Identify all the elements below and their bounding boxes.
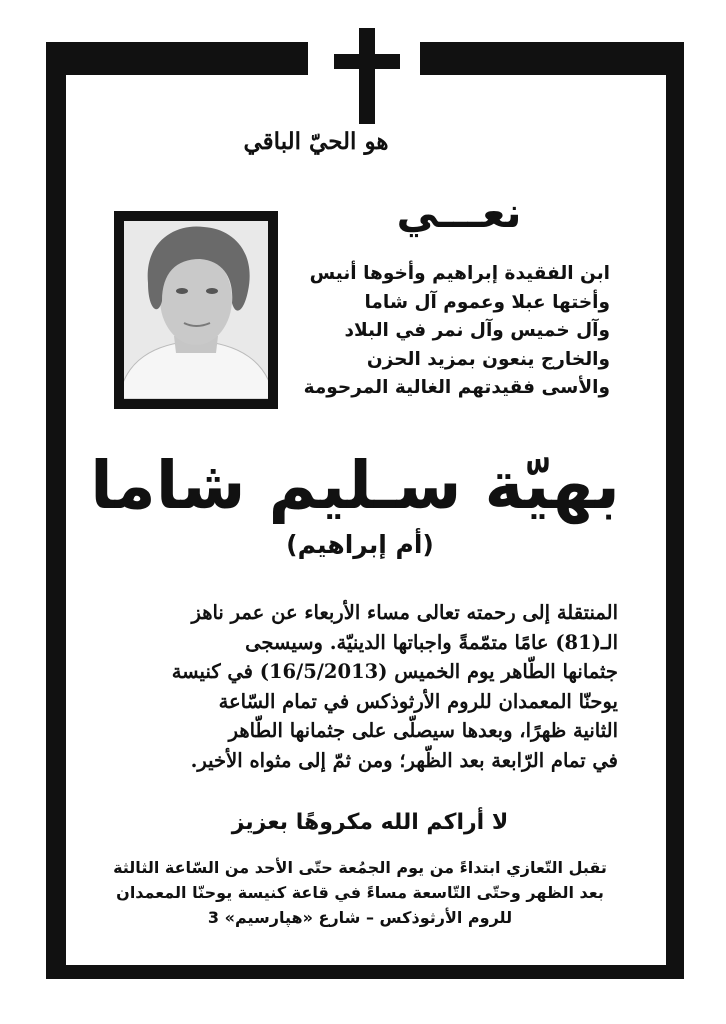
intro-line: وآل خميس وآل نمر في البلاد: [344, 320, 610, 341]
details-paragraph: [90, 598, 618, 775]
details-line: المنتقلة إلى رحمته تعالى مساء الأربعاء عن عمر ناهز: [191, 601, 618, 624]
blessing-text: لا أراكم الله مكروهًا بعزيز: [231, 810, 509, 835]
deceased-photo: [124, 221, 268, 399]
cross-icon: [334, 28, 400, 124]
intro-line: ابن الفقيدة إبراهيم وأخوها أنيس: [309, 263, 610, 284]
details-line: الـ(81) عامًا متمّمةً واجباتها الدينيّة. وسيسجى: [245, 630, 618, 654]
details-line: يوحنّا المعمدان للروم الأرثوذكس في تمام السّاعة: [218, 689, 618, 713]
details-line: جثمانها الطّاهر يوم الخميس (16/5/2013) في كنيسة: [171, 660, 618, 683]
deceased-nickname: (أم إبراهيم): [286, 530, 434, 559]
invocation-text: هو الحيّ الباقي: [243, 128, 389, 155]
intro-line: وأختها عبلا وعموم آل شاما: [364, 291, 610, 313]
intro-line: والأسى فقيدتهم الغالية المرحومة: [303, 377, 610, 398]
intro-paragraph: [285, 260, 610, 403]
deceased-name: بهيّة سـليم شاما: [90, 447, 620, 524]
intro-line: والخارج ينعون بمزيد الحزن: [366, 348, 610, 370]
condolence-info: [110, 855, 610, 930]
details-line: الثانية ظهرًا، وبعدها سيصلّى على جثمانها الطّاهر: [228, 719, 618, 742]
condolence-line: بعد الظهر وحتّى التّاسعة مساءً في قاعة كنيسة يوحنّا المعمدان: [116, 883, 604, 902]
condolence-line: للروم الأرثوذكس – شارع «هپارسيم» 3: [207, 908, 513, 927]
condolence-line: تقبل التّعازي ابتداءً من يوم الجمُعة حتّى الأحد من السّاعة الثالثة: [113, 858, 607, 877]
notice-heading: نعـــي: [396, 188, 522, 237]
details-line: في تمام الرّابعة بعد الظّهر؛ ومن ثمّ إلى مثواه الأخير.: [190, 748, 618, 772]
